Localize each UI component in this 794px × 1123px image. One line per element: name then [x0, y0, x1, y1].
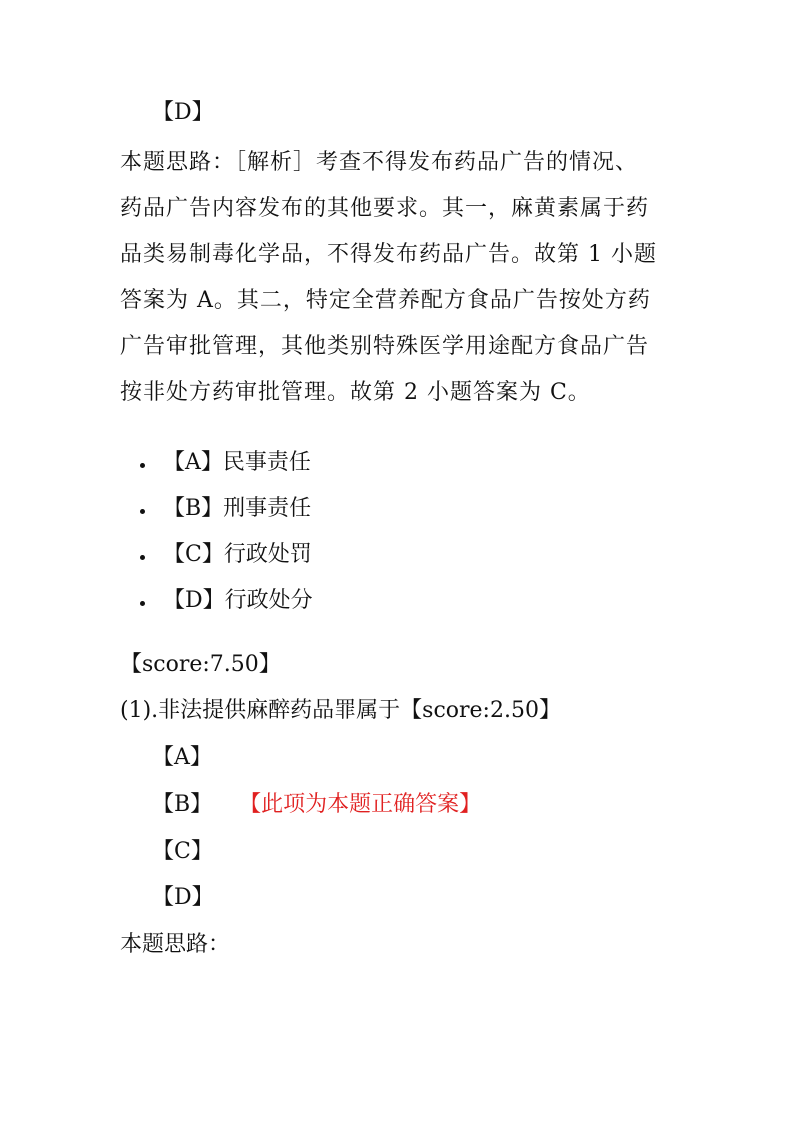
choice-text: 【C】行政处罚 — [163, 542, 312, 567]
question-text: (1).非法提供麻醉药品罪属于【score:2.50】 — [120, 698, 561, 723]
bullet-icon — [140, 509, 145, 514]
choice-text: 【A】民事责任 — [163, 450, 311, 475]
answer-option-a: 【A】 — [152, 745, 212, 770]
bullet-icon — [140, 601, 145, 606]
bullet-icon — [140, 463, 145, 468]
explanation-paragraph — [120, 140, 675, 416]
list-item — [140, 532, 313, 578]
explanation-line: 本题思路：［解析］考查不得发布药品广告的情况、 — [120, 150, 639, 175]
list-item — [140, 578, 313, 624]
solution-label: 本题思路： — [120, 932, 231, 957]
explanation-line: 答案为 A。其二，特定全营养配方食品广告按处方药 — [120, 288, 651, 313]
choice-text: 【B】刑事责任 — [163, 496, 312, 521]
explanation-line: 品类易制毒化学品，不得发布药品广告。故第 1 小题 — [120, 242, 657, 267]
option-d-label: 【D】 — [152, 100, 214, 125]
list-item — [140, 486, 313, 532]
score-total: 【score:7.50】 — [120, 652, 281, 677]
answer-option-b-row — [152, 790, 481, 820]
explanation-line: 药品广告内容发布的其他要求。其一，麻黄素属于药 — [120, 196, 650, 221]
answer-option-d: 【D】 — [152, 885, 214, 910]
correct-answer-marker: 【此项为本题正确答案】 — [250, 792, 482, 817]
answer-option-c: 【C】 — [152, 839, 213, 864]
bullet-icon — [140, 555, 145, 560]
explanation-line: 按非处方药审批管理。故第 2 小题答案为 C。 — [120, 380, 591, 405]
explanation-line: 广告审批管理，其他类别特殊医学用途配方食品广告 — [120, 334, 650, 359]
answer-option-b: 【B】 — [152, 792, 213, 817]
list-item — [140, 440, 313, 486]
choices-list — [140, 440, 313, 624]
choice-text: 【D】行政处分 — [163, 588, 313, 613]
